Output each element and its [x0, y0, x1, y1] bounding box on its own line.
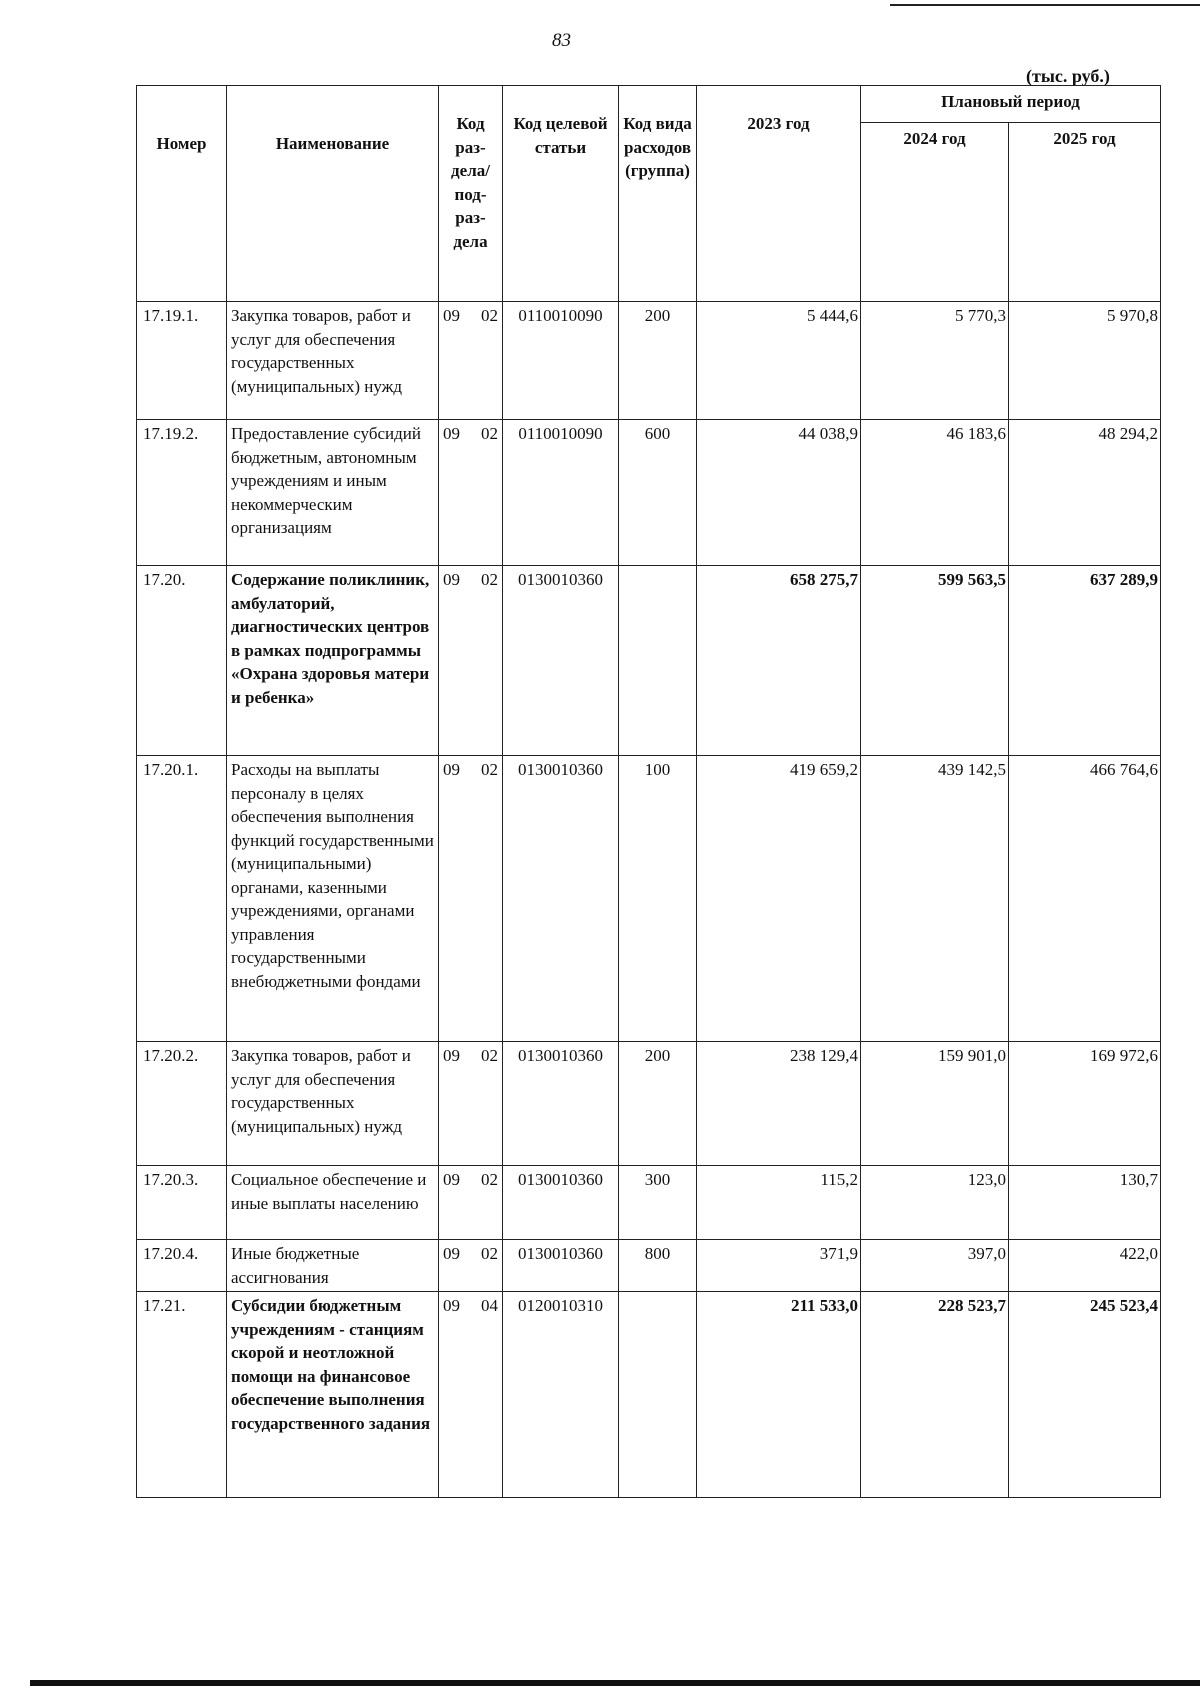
- row-amount-2023: 658 275,7: [697, 566, 861, 756]
- row-amount-2023: 371,9: [697, 1240, 861, 1292]
- row-subsection: 02: [481, 306, 498, 325]
- row-amount-2024: 439 142,5: [861, 756, 1009, 1042]
- row-target-code: 0120010310: [503, 1292, 619, 1498]
- units-label: (тыс. руб.): [1026, 66, 1110, 86]
- row-number: 17.20.3.: [137, 1166, 227, 1240]
- row-name: Закупка товаров, работ и услуг для обеспечения государственных (муниципальных) нужд: [227, 1042, 439, 1166]
- table-row: [137, 756, 1161, 1042]
- row-section: 09: [443, 570, 460, 589]
- row-amount-2023: 211 533,0: [697, 1292, 861, 1498]
- row-section-code: [439, 1292, 503, 1498]
- row-amount-2024: 123,0: [861, 1166, 1009, 1240]
- row-subsection: 02: [481, 760, 498, 779]
- row-section: 09: [443, 1170, 460, 1189]
- row-subsection: 02: [481, 1046, 498, 1065]
- row-name: Иные бюджетные ассигнования: [227, 1240, 439, 1292]
- table-row: [137, 420, 1161, 566]
- row-expense-type: [619, 566, 697, 756]
- row-expense-type: 600: [619, 420, 697, 566]
- row-subsection: 02: [481, 570, 498, 589]
- table-row: [137, 1042, 1161, 1166]
- row-amount-2025: 5 970,8: [1009, 302, 1161, 420]
- table-body: [137, 302, 1161, 1498]
- row-number: 17.20.: [137, 566, 227, 756]
- row-section: 09: [443, 424, 460, 443]
- row-target-code: 0130010360: [503, 566, 619, 756]
- row-amount-2025: 48 294,2: [1009, 420, 1161, 566]
- row-target-code: 0130010360: [503, 756, 619, 1042]
- row-amount-2023: 115,2: [697, 1166, 861, 1240]
- row-number: 17.20.2.: [137, 1042, 227, 1166]
- row-amount-2025: 637 289,9: [1009, 566, 1161, 756]
- row-name: Субсидии бюджетным учреждениям - станциям скорой и неотложной помощи на финансовое обеспечение выполнения государственного задания: [227, 1292, 439, 1498]
- row-amount-2025: 169 972,6: [1009, 1042, 1161, 1166]
- table-row: [137, 566, 1161, 756]
- row-amount-2024: 397,0: [861, 1240, 1009, 1292]
- header-section-code: Код раз-дела/ под-раз-дела: [439, 86, 503, 302]
- row-subsection: 02: [481, 1170, 498, 1189]
- row-section: 09: [443, 306, 460, 325]
- row-section: 09: [443, 1296, 460, 1315]
- table-row: [137, 1166, 1161, 1240]
- row-expense-type: 800: [619, 1240, 697, 1292]
- row-subsection: 02: [481, 424, 498, 443]
- top-rule: [890, 4, 1200, 6]
- row-name: Расходы на выплаты персоналу в целях обеспечения выполнения функций государственными (муниципальными) органами, казенными учреждениями, органами управления государственными внебюджетными фондами: [227, 756, 439, 1042]
- header-planning-period: Плановый период: [861, 86, 1161, 123]
- row-section-code: [439, 566, 503, 756]
- header-year-2025: 2025 год: [1009, 123, 1161, 302]
- row-target-code: 0110010090: [503, 420, 619, 566]
- table-row: [137, 302, 1161, 420]
- row-section-code: [439, 302, 503, 420]
- row-name: Социальное обеспечение и иные выплаты населению: [227, 1166, 439, 1240]
- bottom-rule: [30, 1680, 1200, 1686]
- header-year-2023: 2023 год: [697, 86, 861, 302]
- row-section-code: [439, 756, 503, 1042]
- row-amount-2024: 5 770,3: [861, 302, 1009, 420]
- header-year-2024: 2024 год: [861, 123, 1009, 302]
- row-amount-2023: 5 444,6: [697, 302, 861, 420]
- page-number: 83: [552, 30, 571, 51]
- row-number: 17.20.4.: [137, 1240, 227, 1292]
- row-section-code: [439, 420, 503, 566]
- row-name: Закупка товаров, работ и услуг для обеспечения государственных (муниципальных) нужд: [227, 302, 439, 420]
- row-amount-2025: 422,0: [1009, 1240, 1161, 1292]
- row-expense-type: 200: [619, 1042, 697, 1166]
- row-number: 17.20.1.: [137, 756, 227, 1042]
- table-header: [137, 86, 1161, 302]
- row-amount-2025: 130,7: [1009, 1166, 1161, 1240]
- row-target-code: 0130010360: [503, 1240, 619, 1292]
- row-section-code: [439, 1166, 503, 1240]
- row-name: Предоставление субсидий бюджетным, автономным учреждениям и иным некоммерческим организациям: [227, 420, 439, 566]
- header-name: Наименование: [227, 86, 439, 302]
- row-amount-2024: 228 523,7: [861, 1292, 1009, 1498]
- row-amount-2023: 419 659,2: [697, 756, 861, 1042]
- row-target-code: 0130010360: [503, 1166, 619, 1240]
- row-section: 09: [443, 760, 460, 779]
- row-subsection: 04: [481, 1296, 498, 1315]
- table-row: [137, 1240, 1161, 1292]
- row-amount-2024: 599 563,5: [861, 566, 1009, 756]
- budget-table: [136, 85, 1161, 1498]
- row-number: 17.19.1.: [137, 302, 227, 420]
- row-number: 17.21.: [137, 1292, 227, 1498]
- row-expense-type: 100: [619, 756, 697, 1042]
- row-expense-type: 200: [619, 302, 697, 420]
- row-amount-2025: 466 764,6: [1009, 756, 1161, 1042]
- row-amount-2024: 46 183,6: [861, 420, 1009, 566]
- row-target-code: 0110010090: [503, 302, 619, 420]
- row-target-code: 0130010360: [503, 1042, 619, 1166]
- header-number: Номер: [137, 86, 227, 302]
- row-amount-2023: 238 129,4: [697, 1042, 861, 1166]
- row-amount-2024: 159 901,0: [861, 1042, 1009, 1166]
- row-section-code: [439, 1240, 503, 1292]
- row-subsection: 02: [481, 1244, 498, 1263]
- row-section: 09: [443, 1046, 460, 1065]
- row-name: Содержание поликлиник, амбулаторий, диагностических центров в рамках подпрограммы «Охрана здоровья матери и ребенка»: [227, 566, 439, 756]
- row-section: 09: [443, 1244, 460, 1263]
- row-amount-2023: 44 038,9: [697, 420, 861, 566]
- header-target-code: Код целевой статьи: [503, 86, 619, 302]
- row-expense-type: 300: [619, 1166, 697, 1240]
- row-amount-2025: 245 523,4: [1009, 1292, 1161, 1498]
- table-row: [137, 1292, 1161, 1498]
- row-number: 17.19.2.: [137, 420, 227, 566]
- row-expense-type: [619, 1292, 697, 1498]
- header-expense-type-code: Код вида расходов (группа): [619, 86, 697, 302]
- row-section-code: [439, 1042, 503, 1166]
